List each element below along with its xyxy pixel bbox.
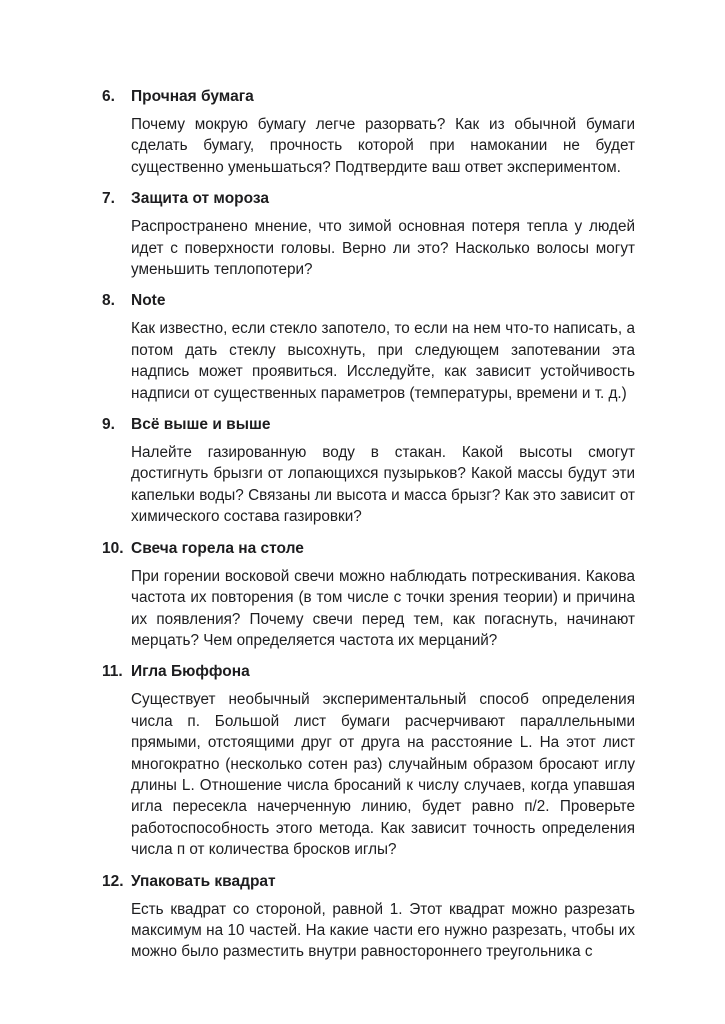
problem-item [102,661,635,860]
problem-title: Упаковать квадрат [131,872,276,890]
problem-number: 11. [102,663,123,681]
problem-title: Игла Бюффона [131,663,250,681]
problem-title: Прочная бумага [131,88,254,105]
problem-text: Есть квадрат со стороной, равной 1. Этот квадрат можно разрезать максимум на 10 частей. На какие части его нужно разрезать, чтобы их можно было разместить внутри равностороннего треугольника с [131,900,635,961]
problem-text: При горении восковой свечи можно наблюдать потрескивания. Какова частота их повторения (в том числе с точки зрения теории) и причина их появления? Почему свечи перед тем, как погаснуть, начинают мерцать? Чем определяется частота их мерцаний? [131,567,635,649]
problem-title: Note [131,292,166,310]
problem-text: Распространено мнение, что зимой основная потеря тепла у людей идет с поверхности головы. Верно ли это? Насколько волосы могут уменьшить теплопотери? [131,218,635,279]
problem-title: Свеча горела на столе [131,539,304,557]
problem-item [102,290,635,404]
problem-title: Защита от мороза [131,190,270,208]
problem-item [102,414,635,528]
problem-text: Как известно, если стекло запотело, то если на нем что-то написать, а потом дать стеклу высохнуть, при следующем запотевании эта надпись может проявиться. Исследуйте, как зависит устойчивость надписи от существенных параметров (температуры, времени и т. д.) [131,320,635,402]
problem-text: Существует необычный экспериментальный способ определения числа п. Большой лист бумаги расчерчивают параллельными прямыми, отстоящими друг от друга на расстояние L. На этот лист многократно (несколько сотен раз) случайным образом бросают иглу длины L. Отношение числа бросаний к числу случаев, когда упавшая игла пересекла начерченную линию, будет равно п/2. Проверьте работоспособность этого метода. Как зависит точность определения числа п от количества бросков иглы? [131,691,635,859]
problem-item [102,871,635,963]
problem-text: Налейте газированную воду в стакан. Какой высоты смогут достигнуть брызги от лопающихся пузырьков? Какой массы будут эти капельки воды? Связаны ли высота и масса брызг? Как это зависит от химического состава газировки? [131,444,635,526]
problem-number: 8. [102,292,115,310]
problem-item [102,86,635,178]
problem-text: Почему мокрую бумагу легче разорвать? Как из обычной бумаги сделать бумагу, прочность которой при намокании не будет существенно уменьшаться? Подтвердите ваш ответ экспериментом. [131,116,635,176]
problem-number: 9. [102,416,115,434]
problem-number: 7. [102,190,115,208]
problem-item [102,188,635,280]
problem-number: 6. [102,88,115,105]
problem-title: Всё выше и выше [131,416,271,434]
problem-item [102,538,635,652]
problem-number: 12. [102,872,124,890]
problem-list [102,86,635,973]
problem-number: 10. [102,539,124,557]
